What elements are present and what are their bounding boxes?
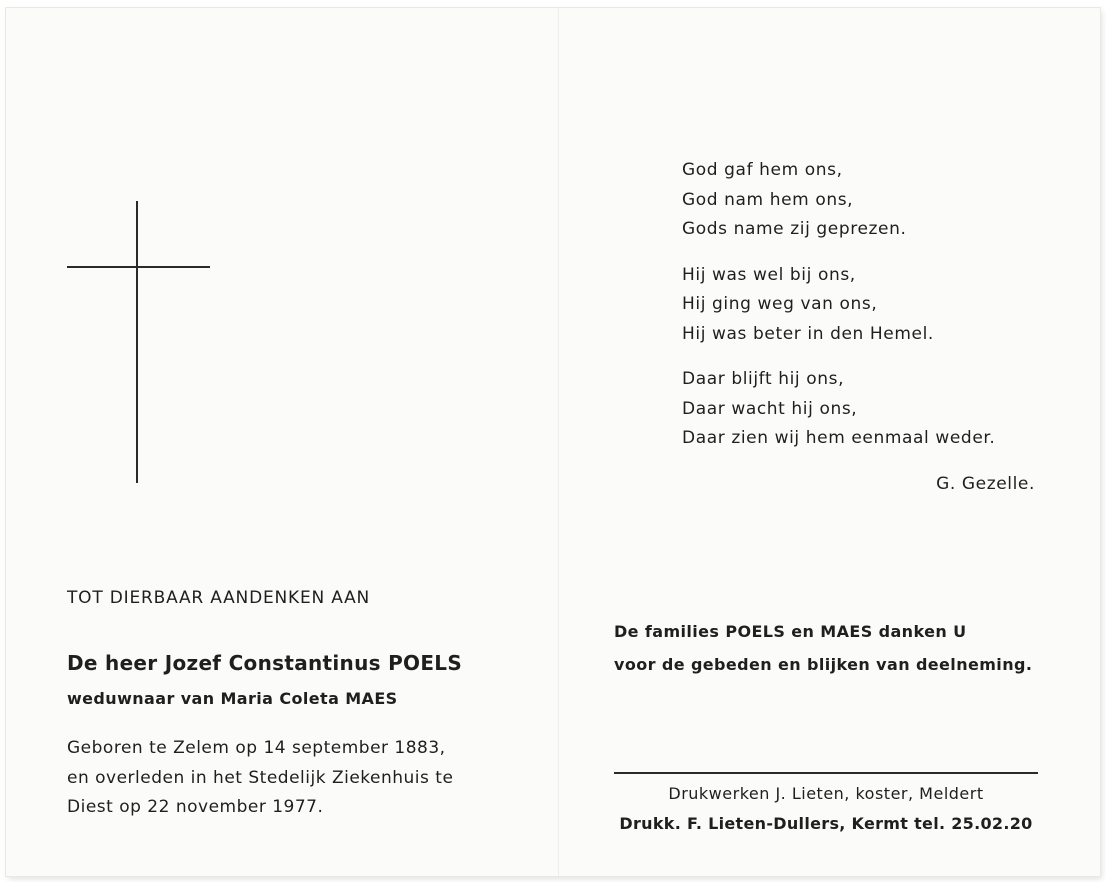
poem-line: Hij was beter in den Hemel. [682, 323, 934, 344]
poem-line: Daar zien wij hem eenmaal weder. [682, 428, 996, 448]
printer-line-1: Drukwerken J. Lieten, koster, Meldert [668, 784, 984, 803]
deceased-name: De heer Jozef Constantinus POELS [67, 651, 463, 675]
poem-line: Gods name zij geprezen. [682, 219, 907, 239]
printer-line-2: Drukk. F. Lieten-Dullers, Kermt tel. 25.02.20 [619, 814, 1033, 833]
printer-credit [614, 779, 1038, 839]
thanks-line-1 [614, 615, 1038, 648]
biography-line: Geboren te Zelem op 14 september 1883, [67, 738, 446, 758]
poem-line: Daar wacht hij ons, [682, 398, 858, 419]
cross-vertical-bar [136, 201, 138, 483]
poem-line: God gaf hem ons, [682, 160, 843, 180]
thanks-line-2: voor de gebeden en blijken van deelneming. [614, 655, 1033, 674]
family-thanks [614, 615, 1038, 681]
poem-line: Hij was wel bij ons, [682, 264, 856, 285]
biography-line: en overleden in het Stedelijk Ziekenhuis te [67, 767, 454, 788]
memorial-heading: TOT DIERBAAR AANDENKEN AAN [67, 588, 371, 608]
widower-line: weduwnaar van Maria Coleta MAES [67, 689, 398, 708]
card-fold-line [558, 8, 559, 876]
thanks-line-1-text: De families POELS en MAES danken U [614, 622, 967, 641]
poem-stanza-3 [682, 365, 995, 454]
poem-stanza-1 [682, 156, 995, 245]
poem-line: Hij ging weg van ons, [682, 294, 878, 314]
poem [682, 156, 995, 470]
memorial-card [6, 8, 1100, 876]
poem-line: God nam hem ons, [682, 189, 854, 210]
biography-line: Diest op 22 november 1977. [67, 797, 324, 817]
cross-horizontal-bar [67, 266, 210, 268]
biography [67, 734, 453, 823]
printer-divider [614, 772, 1038, 774]
poem-line: Daar blijft hij ons, [682, 369, 845, 389]
poem-stanza-2 [682, 261, 995, 350]
poem-author: G. Gezelle. [936, 474, 1035, 494]
